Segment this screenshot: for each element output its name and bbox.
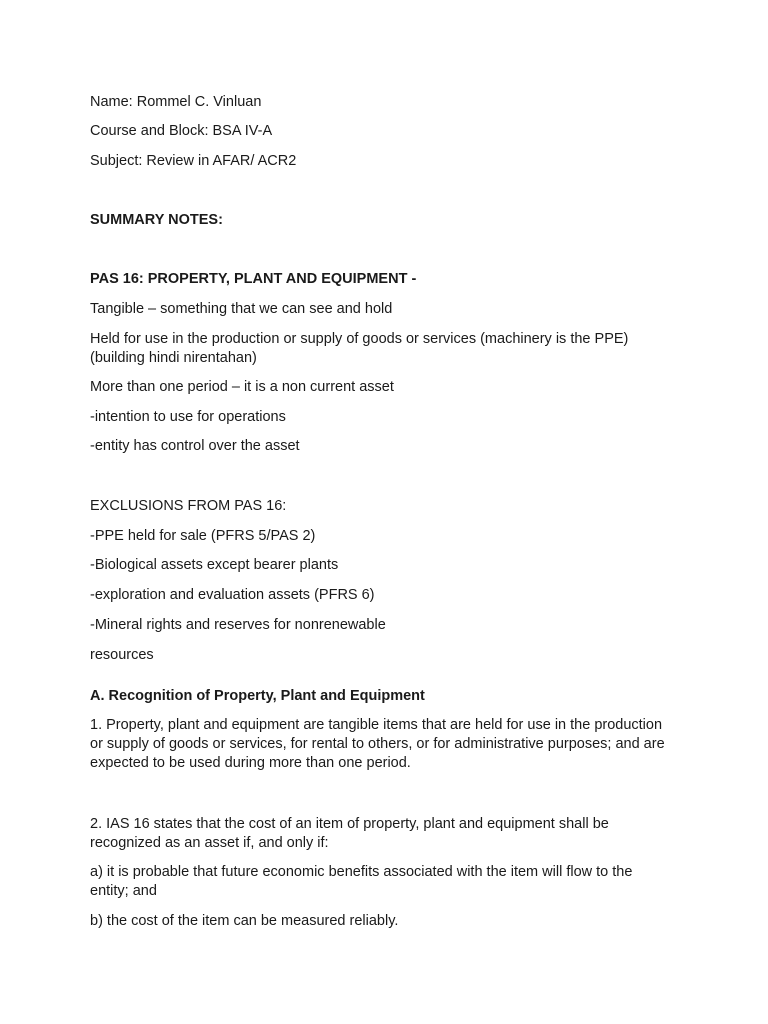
pas16-line: -intention to use for operations <box>90 409 286 425</box>
exclusion-item: resources <box>90 647 154 663</box>
exclusions-heading: EXCLUSIONS FROM PAS 16: <box>90 498 287 514</box>
summary-heading: SUMMARY NOTES: <box>90 212 223 228</box>
recognition-paragraph-2: 2. IAS 16 states that the cost of an item of property, plant and equipment shall be recognized as an asset if, and only if: <box>90 816 609 851</box>
exclusion-item: -exploration and evaluation assets (PFRS 6) <box>90 587 375 603</box>
recognition-item-b: b) the cost of the item can be measured reliably. <box>90 913 399 929</box>
pas16-line: More than one period – it is a non current asset <box>90 379 394 395</box>
recognition-paragraph-1: 1. Property, plant and equipment are tangible items that are held for use in the production or supply of goods or services, for rental to others, or for administrative purposes; and are expected to be used during more than one period. <box>90 717 665 771</box>
course-and-block: Course and Block: BSA IV-A <box>90 123 273 139</box>
pas16-line: Held for use in the production or supply of goods or services (machinery is the PPE) (building hindi nirentahan) <box>90 331 629 366</box>
subject: Subject: Review in AFAR/ ACR2 <box>90 153 297 169</box>
pas16-heading: PAS 16: PROPERTY, PLANT AND EQUIPMENT - <box>90 271 417 287</box>
pas16-line: -entity has control over the asset <box>90 438 300 454</box>
exclusion-item: -Mineral rights and reserves for nonrenewable <box>90 617 386 633</box>
student-name: Name: Rommel C. Vinluan <box>90 94 262 110</box>
pas16-line: Tangible – something that we can see and hold <box>90 301 393 317</box>
exclusion-item: -Biological assets except bearer plants <box>90 557 339 573</box>
recognition-heading: A. Recognition of Property, Plant and Equipment <box>90 688 425 704</box>
exclusion-item: -PPE held for sale (PFRS 5/PAS 2) <box>90 528 316 544</box>
recognition-item-a: a) it is probable that future economic benefits associated with the item will flow to the entity; and <box>90 864 633 899</box>
